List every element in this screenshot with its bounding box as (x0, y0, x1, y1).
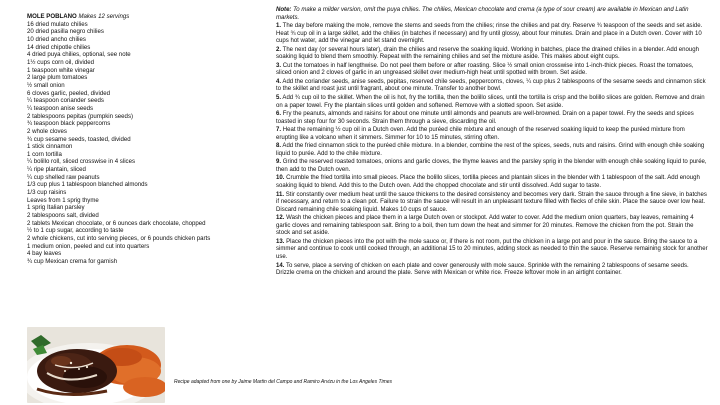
step-text: Cut the tomatoes in half lengthwise. Do not peel them before or after roasting. Slice ½ small onion crosswise into 1-inch-thick pieces. Roast the tomatoes, sliced onion and 2 cloves of garlic in an ungreased skillet over medium-high heat until spotted with brown. Set aside. (276, 62, 694, 77)
instruction-step (276, 23, 708, 46)
step-number: 13. (276, 238, 285, 245)
ingredient-item: 16 dried mulato chilies (27, 20, 88, 28)
step-number: 9. (276, 159, 282, 166)
step-number: 4. (276, 78, 282, 85)
step-text: Crumble the fried tortilla into small pieces. Place the bolillo slices, tortilla pieces and plantain slices in the blender with 1 tablespoon of the salt. Add enough soaking liquid to blend. Add this to the Dutch oven. Add the chopped chocolate and stir until dissolved. Add sugar to taste. (276, 175, 700, 190)
ingredient-item: ½ small onion (27, 81, 65, 89)
ingredient-item: ¼ teaspoon anise seeds (27, 104, 94, 112)
step-text: The next day (or several hours later), drain the chilies and reserve the soaking liquid. Working in batches, place the drained chilies in a blender. Add enough soaking liquid to blend them smoothly. Repeat with the remaining chilies and set the mixture aside. This makes about eight cups. (276, 46, 699, 61)
ingredient-item: ¼ ripe plantain, sliced (27, 166, 86, 174)
step-number: 14. (276, 262, 285, 269)
step-number: 11. (276, 191, 285, 198)
step-number: 2. (276, 46, 282, 53)
recipe-note (276, 7, 708, 22)
step-text: Fry the peanuts, almonds and raisins for about one minute until almonds and peanuts are well-browned. Drain on a paper towel. Fry the seeds and spices toasted in step four for 30 seconds. Strain them through a sieve, discarding the oil. (276, 111, 694, 125)
instruction-step (276, 127, 708, 142)
step-text: Wash the chicken pieces and place them in a large Dutch oven or stockpot. Add water to cover. Add the medium onion quarters, bay leaves, remaining 4 garlic cloves and remaining tablespoon salt. Bring to a boil, then turn down the heat and simmer for 20 minutes. Remove the chicken from the pot. Strain the stock and set aside. (276, 215, 694, 237)
ingredients-column (27, 13, 267, 266)
ingredient-item: 1 corn tortilla (27, 150, 62, 158)
ingredient-item: 14 dried chipotle chilies (27, 43, 91, 51)
step-list (276, 23, 708, 278)
recipe-heading (27, 13, 267, 21)
ingredient-item: 2 tablets Mexican chocolate, or 6 ounces dark chocolate, chopped (27, 219, 206, 227)
ingredient-item: 6 cloves garlic, peeled, divided (27, 89, 110, 97)
instruction-step (276, 111, 708, 126)
ingredient-item: 1/3 cup raisins (27, 189, 67, 197)
ingredient-item: ¾ cup Mexican crema for garnish (27, 258, 118, 265)
ingredient-list (27, 21, 267, 266)
step-text: Stir constantly over medium heat until the sauce thickens to the desired consistency and becomes very dark. Strain the sauce through a fine sieve, in batches if necessary, and return to a clean pot. Failure to strain the sauce will result in an unpleasant texture filled with flecks of chile skin. Place the sauce over low heat. Discard remaining chile soaking liquid. Makes 10 cups of sauce. (276, 191, 707, 213)
ingredient-item: 1½ cups corn oil, divided (27, 58, 95, 66)
instruction-step (276, 263, 708, 278)
ingredient-item: ½ to 1 cup sugar, according to taste (27, 227, 124, 235)
ingredient-item: ¾ teaspoon black peppercorns (27, 120, 111, 128)
step-number: 5. (276, 95, 282, 102)
step-number: 7. (276, 127, 282, 134)
instruction-step (276, 215, 708, 238)
ingredient-item: Leaves from 1 sprig thyme (27, 196, 99, 204)
instruction-step (276, 95, 708, 110)
step-text: Add the coriander seeds, anise seeds, pepitas, reserved chile seeds, peppercorns, cloves, ¼ cup plus 2 tablespoons of the sesame seeds and cinnamon stick to the skillet and roast just until fragrant, about one minute. Transfer to another bowl. (276, 78, 706, 93)
ingredient-item: ¾ cup sesame seeds, toasted, divided (27, 135, 131, 143)
ingredient-item: 20 dried pasilla negro chilies (27, 28, 104, 36)
instruction-step (276, 143, 708, 158)
ingredient-item: 2 whole cloves (27, 127, 67, 135)
step-text: Place the chicken pieces into the pot with the mole sauce or, if there is not room, put the chicken in a large pot and pour in the sauce. Bring the sauce to a simmer and continue to cook until cooked through, an additional 15 to 20 minutes, adding stock as needed to thin the sauce. Reserve remaining stock for another use. (276, 238, 708, 260)
step-text: Heat the remaining ½ cup oil in a Dutch oven. Add the puréed chile mixture and enough of the reserved soaking liquid to keep the puréed mixture from erupting like a volcano when it simmers. Simmer for 10 to 15 minutes, stirring often. (276, 127, 685, 141)
step-number: 10. (276, 175, 285, 182)
ingredient-item: 10 dried ancho chilies (27, 35, 86, 43)
step-number: 3. (276, 62, 282, 69)
ingredient-item: ¼ bolillo roll, sliced crosswise in 4 slices (27, 158, 136, 166)
instruction-step (276, 192, 708, 215)
ingredient-item: 1/3 cup plus 1 tablespoon blanched almonds (27, 181, 148, 189)
step-number: 8. (276, 143, 282, 150)
ingredient-item: 2 tablespoons salt, divided (27, 212, 99, 220)
ingredient-item: 1 stick cinnamon (27, 143, 73, 151)
ingredient-item: 1 teaspoon white vinegar (27, 66, 95, 74)
instructions-column (276, 7, 708, 279)
recipe-credit: Recipe adapted from one by Jaime Martin del Campo and Ramiro Arvizu in the Los Angeles Times (174, 379, 393, 385)
ingredient-item: 2 whole chickens, cut into serving pieces, or 6 pounds chicken parts (27, 235, 211, 243)
instruction-step (276, 47, 708, 62)
step-text: The day before making the mole, remove the stems and seeds from the chilies; rinse the chilies and pat dry. Reserve ¾ teaspoon of the seeds and set aside. Heat ¾ cup oil in a large skillet, add the chilies (in batches if necessary) and fry until glossy, about four minutes. Drain and place in a Dutch oven. Cover with 10 cups hot water, add the vinegar and let stand overnight. (276, 23, 703, 45)
instruction-step (276, 239, 708, 262)
instruction-step (276, 175, 708, 190)
ingredient-item: ¼ teaspoon coriander seeds (27, 97, 104, 105)
ingredient-item: 2 large plum tomatoes (27, 74, 88, 82)
instruction-step (276, 63, 708, 78)
mole-dish-image (27, 327, 165, 403)
ingredient-item: 1 sprig Italian parsley (27, 204, 85, 212)
ingredient-item: 4 dried puya chilies, optional, see note (27, 51, 131, 59)
instruction-step (276, 79, 708, 94)
recipe-servings: Makes 12 servings (78, 13, 130, 20)
note-text: To make a milder version, omit the puya chilies. The chilies, Mexican chocolate and crema (a type of sour cream) are available in Mexican and Latin markets. (276, 7, 689, 21)
step-text: To serve, place a serving of chicken on each plate and cover generously with mole sauce. Sprinkle with the remaining 2 tablespoons of sesame seeds. Drizzle crema on the chicken and around the plate. Serve with Mexican or white rice. Freeze leftover mole in an airtight container. (276, 262, 689, 277)
recipe-title: MOLE POBLANO (27, 13, 77, 20)
ingredient-item: 1 medium onion, peeled and cut into quarters (27, 242, 150, 250)
note-label: Note: (276, 7, 292, 13)
step-number: 12. (276, 215, 285, 222)
step-number: 1. (276, 23, 282, 30)
step-text: Grind the reserved roasted tomatoes, onions and garlic cloves, the thyme leaves and the parsley sprig in the blender with enough chile soaking liquid to purée, then add to the Dutch oven. (276, 159, 707, 173)
mole-dish-photo (27, 327, 165, 403)
instruction-step (276, 159, 708, 174)
step-text: Add ¾ cup oil to the skillet. When the oil is hot, fry the tortilla, then the bolillo slices, until the tortilla is crisp and the bolillo slices are golden. Remove and drain on a paper towel. Fry the plantain slices until golden and softened. Remove with a slotted spoon. Set aside. (276, 95, 705, 109)
ingredient-item: 4 bay leaves (27, 250, 62, 258)
ingredient-item: 2 tablespoons pepitas (pumpkin seeds) (27, 112, 134, 120)
step-text: Add the fried cinnamon stick to the puréed chile mixture. In a blender, combine the rest of the spices, seeds, nuts and raisins. Grind with enough chile soaking liquid to purée. Add to the chile mixture. (276, 143, 705, 157)
step-number: 6. (276, 111, 282, 118)
ingredient-item: ¼ cup shelled raw peanuts (27, 173, 100, 181)
